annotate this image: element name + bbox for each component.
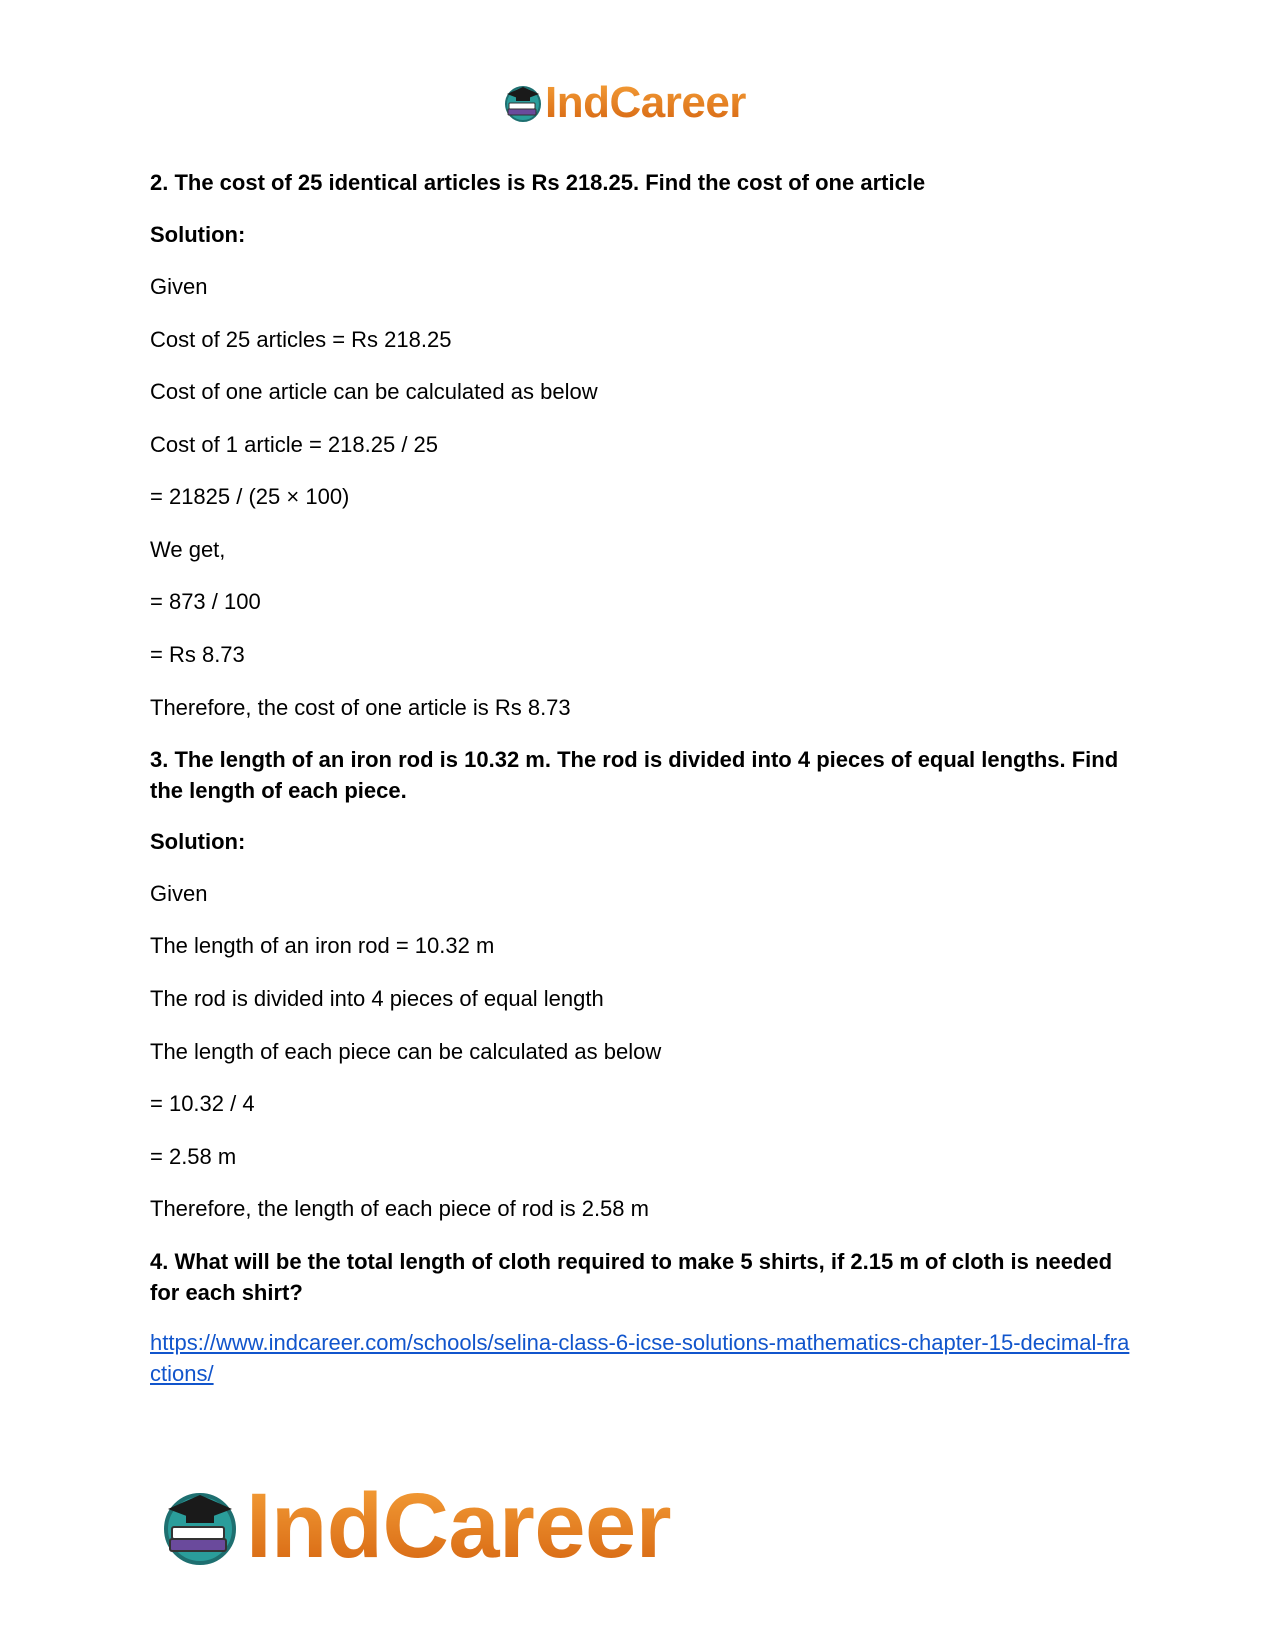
logo-text: IndCareer	[545, 78, 746, 127]
solution-line: The length of an iron rod = 10.32 m	[150, 933, 495, 958]
graduation-cap-book-globe-icon	[503, 83, 543, 123]
solution-line: = 10.32 / 4	[150, 1091, 255, 1116]
solution-line: The length of each piece can be calculated as below	[150, 1039, 662, 1064]
solution-line: The rod is divided into 4 pieces of equal length	[150, 986, 604, 1011]
graduation-cap-book-globe-icon	[160, 1487, 240, 1567]
solution-line: = 873 / 100	[150, 589, 261, 614]
solution-label: Solution:	[150, 829, 246, 854]
solution-conclusion: Therefore, the cost of one article is Rs 8.73	[150, 695, 571, 720]
solution-line: Given	[150, 274, 208, 299]
logo-text: IndCareer	[246, 1475, 671, 1577]
solution-line: We get,	[150, 537, 226, 562]
header-logo	[503, 78, 746, 128]
solution-label: Solution:	[150, 222, 246, 247]
solution-line: Cost of one article can be calculated as below	[150, 379, 598, 404]
solution-line: = 2.58 m	[150, 1144, 237, 1169]
solution-conclusion: Therefore, the length of each piece of rod is 2.58 m	[150, 1196, 649, 1221]
source-link[interactable]: https://www.indcareer.com/schools/selina-class-6-icse-solutions-mathematics-chapter-15-decimal-fractions/	[150, 1330, 1130, 1386]
solution-line: Cost of 25 articles = Rs 218.25	[150, 327, 452, 352]
solution-line: Given	[150, 881, 208, 906]
question-2: 2. The cost of 25 identical articles is Rs 218.25. Find the cost of one article	[150, 170, 926, 195]
question-3: 3. The length of an iron rod is 10.32 m. The rod is divided into 4 pieces of equal lengths. Find the length of each piece.	[150, 747, 1119, 803]
solution-line: = Rs 8.73	[150, 642, 245, 667]
question-4: 4. What will be the total length of cloth required to make 5 shirts, if 2.15 m of cloth is needed for each shirt?	[150, 1249, 1113, 1305]
footer-logo	[160, 1474, 671, 1579]
solution-line: Cost of 1 article = 218.25 / 25	[150, 432, 439, 457]
solution-line: = 21825 / (25 × 100)	[150, 484, 350, 509]
